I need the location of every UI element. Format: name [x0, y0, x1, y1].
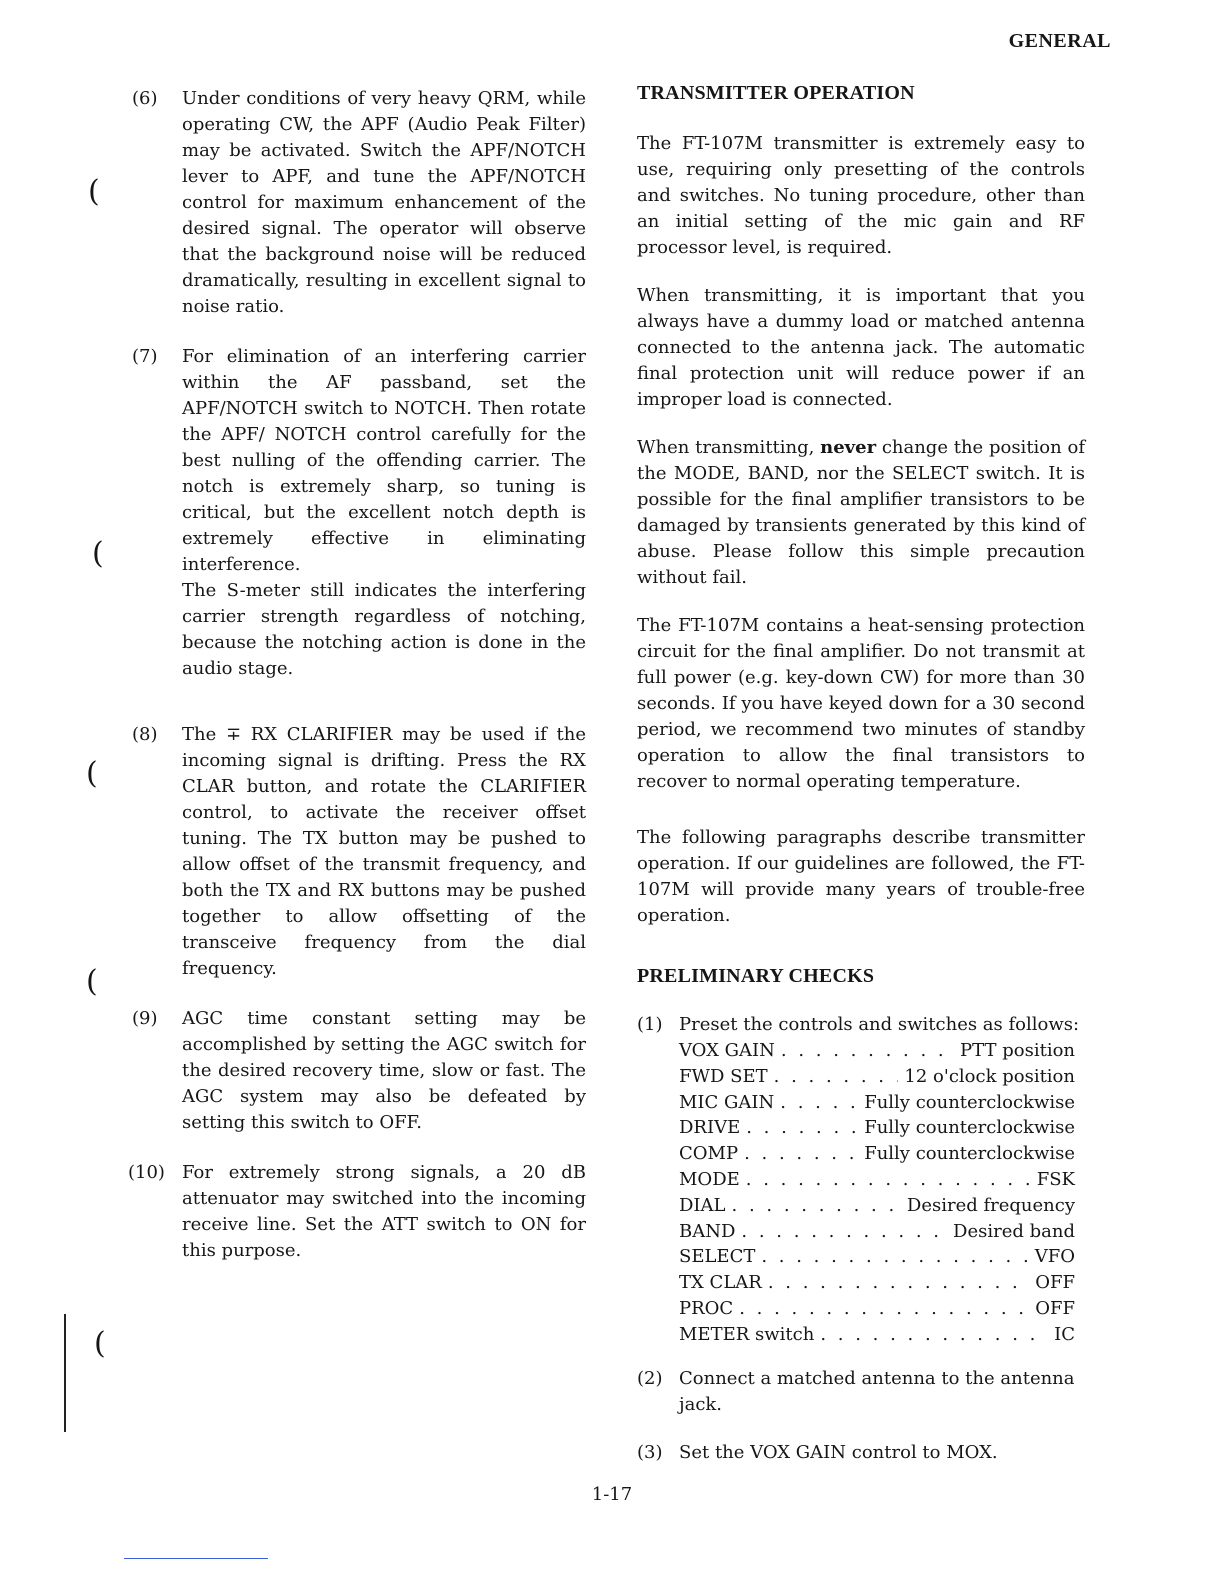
- list-item: [132, 1006, 586, 1136]
- paragraph-text: change the position of the MODE, BAND, nor the SELECT switch. It is possible for the final amplifier transistors to be damaged by transients generated by this kind of abuse. Please follow this simple precaution without fail.: [637, 437, 1085, 588]
- setting-value: 12 o'clock position: [904, 1065, 1075, 1087]
- section-heading-transmitter: TRANSMITTER OPERATION: [637, 82, 915, 104]
- footer-rule: [124, 1558, 268, 1559]
- setting-value: OFF: [1035, 1297, 1075, 1319]
- setting-name: PROC: [679, 1297, 734, 1319]
- leader-dots: [732, 1193, 901, 1219]
- leader-dots: [761, 1244, 1028, 1270]
- item-text: For elimination of an interfering carrier within the AF passband, set the APF/NOTCH switch to NOTCH. Then rotate the APF/ NOTCH control carefully for the best nulling of the offending carrier. The notch is extremely sharp, so tuning is critical, but the excellent notch depth is extremely effective in eliminating interference.: [182, 346, 586, 575]
- margin-mark: (: [86, 964, 98, 999]
- leader-dots: [744, 1141, 858, 1167]
- leader-dots: [780, 1090, 858, 1116]
- page-number: 1-17: [591, 1484, 633, 1505]
- leader-dots: [774, 1064, 899, 1090]
- item-number: (10): [128, 1162, 165, 1183]
- item-text: Under conditions of very heavy QRM, while operating CW, the APF (Audio Peak Filter) may be activated. Switch the APF/NOTCH lever to APF, and tune the APF/NOTCH control for maximum enhancement of the desired signal. The operator will observe that the background noise will be reduced dramatically, resulting in excellent signal to noise ratio.: [182, 88, 586, 317]
- item-number: (3): [637, 1441, 663, 1463]
- setting-value: PTT position: [960, 1040, 1075, 1061]
- leader-dots: [768, 1270, 1029, 1296]
- item-number: (2): [637, 1367, 663, 1389]
- margin-rule: [64, 1314, 66, 1432]
- setting-name: SELECT: [679, 1246, 756, 1268]
- setting-row: [679, 1167, 1075, 1193]
- setting-name: MODE: [679, 1168, 740, 1190]
- setting-value: Fully counterclockwise: [864, 1143, 1075, 1165]
- item-text: AGC time constant setting may be accomplished by setting the AGC switch for the desired recovery time, slow or fast. The AGC system may also be defeated by setting this switch to OFF.: [182, 1008, 586, 1133]
- setting-row: [679, 1193, 1075, 1219]
- setting-row: [679, 1115, 1075, 1141]
- item-number: (9): [132, 1008, 158, 1029]
- item-text: The S-meter still indicates the interfering carrier strength regardless of notching, because the notching action is done in the audio stage.: [182, 580, 586, 679]
- item-text: For extremely strong signals, a 20 dB attenuator may switched into the incoming receive line. Set the ATT switch to ON for this purpose.: [182, 1162, 586, 1261]
- setting-value: Desired band: [953, 1220, 1075, 1242]
- paragraph: The FT-107M contains a heat-sensing protection circuit for the final amplifier. Do not transmit at full power (e.g. key-down CW) for more than 30 seconds. If you have keyed down for a 30 second period, we recommend two minutes of standby operation to allow the final transistors to recover to normal operating temperature.: [637, 615, 1085, 792]
- setting-value: IC: [1054, 1323, 1075, 1345]
- list-item: [132, 722, 586, 982]
- setting-row: [679, 1296, 1075, 1322]
- paragraph-text: When transmitting,: [637, 437, 821, 458]
- list-item: [132, 344, 586, 682]
- setting-value: OFF: [1035, 1272, 1075, 1294]
- setting-name: METER switch: [679, 1323, 815, 1345]
- left-column: [128, 86, 586, 1286]
- setting-name: COMP: [679, 1143, 739, 1165]
- paragraph: [637, 435, 1085, 591]
- setting-name: DIAL: [679, 1194, 726, 1216]
- list-item: [132, 86, 586, 320]
- item-text: Preset the controls and switches as follows:: [679, 1014, 1080, 1035]
- setting-row: [679, 1064, 1075, 1090]
- item-number: (8): [132, 724, 158, 745]
- check-item: [637, 1012, 1085, 1348]
- leader-dots: [746, 1115, 858, 1141]
- settings-list: [679, 1038, 1075, 1348]
- leader-dots: [820, 1322, 1048, 1348]
- leader-dots: [746, 1167, 1031, 1193]
- setting-name: BAND: [679, 1220, 736, 1242]
- paragraph: The FT-107M transmitter is extremely easy to use, requiring only presetting of the controls and switches. No tuning procedure, other than an initial setting of the mic gain and RF processor level, is required.: [637, 133, 1085, 258]
- setting-name: FWD SET: [679, 1065, 768, 1087]
- item-text: Set the VOX GAIN control to MOX.: [679, 1441, 998, 1463]
- setting-value: Desired frequency: [906, 1194, 1075, 1216]
- list-item: [128, 1160, 586, 1264]
- check-item: [637, 1440, 1085, 1466]
- setting-row: [679, 1141, 1075, 1167]
- setting-row: [679, 1322, 1075, 1348]
- setting-value: Fully counterclockwise: [864, 1117, 1075, 1139]
- leader-dots: [741, 1219, 947, 1245]
- emphasis-text: never: [820, 437, 877, 458]
- setting-row: [679, 1038, 1075, 1064]
- paragraph: The following paragraphs describe transmitter operation. If our guidelines are followed, the FT-107M will provide many years of trouble-free operation.: [637, 827, 1085, 926]
- setting-value: VFO: [1034, 1246, 1075, 1268]
- leader-dots: [739, 1296, 1029, 1322]
- setting-name: VOX GAIN: [679, 1040, 775, 1061]
- margin-mark: (: [88, 174, 100, 209]
- item-text: The ∓ RX CLARIFIER may be used if the incoming signal is drifting. Press the RX CLAR button, and rotate the CLARIFIER control, to activate the receiver offset tuning. The TX button may be pushed to allow offset of the transmit frequency, and both the TX and RX buttons may be pushed together to allow offsetting of the transceive frequency from the dial frequency.: [182, 724, 586, 979]
- item-number: (7): [132, 346, 158, 367]
- item-number: (1): [637, 1014, 663, 1035]
- setting-row: [679, 1244, 1075, 1270]
- right-column: [637, 82, 1085, 1486]
- item-number: (6): [132, 88, 158, 109]
- running-header: GENERAL: [1008, 30, 1111, 52]
- item-text: Connect a matched antenna to the antenna jack.: [679, 1367, 1075, 1415]
- check-item: [637, 1366, 1085, 1418]
- setting-name: MIC GAIN: [679, 1091, 775, 1113]
- setting-row: [679, 1219, 1075, 1245]
- section-heading-checks: PRELIMINARY CHECKS: [637, 965, 875, 987]
- setting-name: DRIVE: [679, 1117, 741, 1139]
- setting-name: TX CLAR: [679, 1272, 762, 1294]
- setting-row: [679, 1270, 1075, 1296]
- paragraph: When transmitting, it is important that you always have a dummy load or matched antenna connected to the antenna jack. The automatic final protection unit will reduce power if an improper load is connected.: [637, 285, 1085, 410]
- margin-mark: (: [94, 1326, 106, 1361]
- margin-mark: (: [86, 756, 98, 791]
- setting-value: FSK: [1036, 1168, 1075, 1190]
- setting-row: [679, 1090, 1075, 1116]
- setting-value: Fully counterclockwise: [864, 1091, 1075, 1113]
- margin-mark: (: [92, 536, 104, 571]
- leader-dots: [781, 1038, 954, 1064]
